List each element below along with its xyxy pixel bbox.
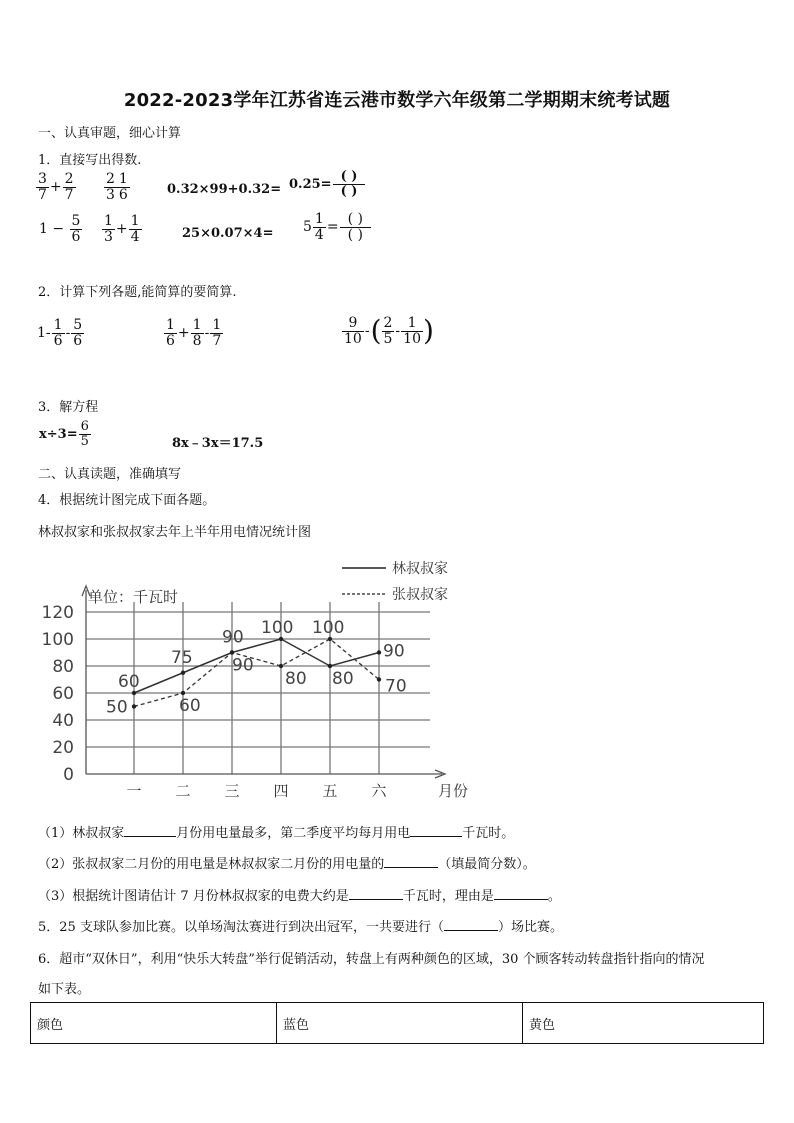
- table-cell-color: 颜色: [31, 1003, 277, 1044]
- x-tick-label: 二: [175, 782, 191, 800]
- answer-blank[interactable]: [384, 867, 438, 868]
- x-axis-label: 月份: [438, 782, 469, 800]
- data-label: 50: [106, 697, 128, 718]
- data-point: [377, 677, 381, 681]
- section-2-heading: 二、认真读题，准确填写: [38, 467, 182, 482]
- q1-expr-6: $\frac{1}{3}$ + $\frac{1}{4}$: [104, 213, 140, 245]
- data-label: 100: [261, 618, 294, 638]
- data-label: 60: [118, 672, 140, 692]
- data-point: [132, 704, 136, 708]
- answer-blank[interactable]: [494, 899, 548, 900]
- data-point: [377, 650, 381, 654]
- y-tick-label: 60: [52, 684, 74, 704]
- data-label: 75: [171, 647, 193, 668]
- y-tick-label: 40: [52, 711, 74, 731]
- x-tick-label: 三: [224, 782, 240, 800]
- y-tick-label: 0: [63, 765, 74, 785]
- q5: 5．25 支球队参加比赛。以单场淘汰赛进行到决出冠军，一共要进行（ ）场比赛。: [38, 920, 563, 935]
- q2-label: 2．计算下列各题,能简算的要简算.: [38, 285, 237, 300]
- q4-sub-3: （3）根据统计图请估计 7 月份林叔叔家的电费大约是 千瓦时，理由是 。: [38, 889, 561, 904]
- legend-label-lin: 林叔叔家: [392, 561, 448, 577]
- answer-blank[interactable]: [349, 899, 403, 900]
- line-chart: [30, 550, 490, 810]
- chart-legend: [342, 560, 448, 603]
- data-point: [328, 664, 332, 668]
- x-tick-label: 一: [126, 782, 142, 800]
- data-label: 100: [312, 618, 345, 638]
- q6-line-1: 6．超市“双休日”，利用“快乐大转盘”举行促销活动，转盘上有两种颜色的区域，30 个顾客转动转盘指针指向的情况: [38, 952, 705, 967]
- data-label: 80: [285, 669, 307, 689]
- data-point: [181, 691, 185, 695]
- q1-expr-1: $\frac{3}{7}$ + $\frac{2}{7}$: [38, 171, 74, 203]
- q1-expr-7: 25×0.07×4=: [182, 226, 274, 241]
- page-title: 2022-2023学年江苏省连云港市数学六年级第二学期期末统考试题: [123, 90, 671, 111]
- data-point: [181, 671, 185, 675]
- q6-line-2: 如下表。: [38, 982, 91, 997]
- q1-expr-4: 0.25= $\frac{( )}{( )}$: [288, 170, 365, 198]
- section-1-heading: 一、认真审题，细心计算: [38, 126, 182, 141]
- data-label: 90: [222, 627, 244, 648]
- q2-expr-3: $\frac{9}{10}$ -( $\frac{2}{5}$ - $\frac{1}{10}$ ): [344, 314, 434, 348]
- q1-expr-2: $\frac{2}{3}$ $\frac{1}{6}$: [106, 171, 128, 203]
- q3-expr-1: x÷3= $\frac{6}{5}$: [39, 419, 89, 449]
- data-label: 80: [332, 669, 354, 689]
- q1-expr-3: 0.32×99+0.32=: [167, 182, 282, 197]
- x-tick-label: 五: [322, 782, 338, 800]
- x-tick-label: 四: [273, 782, 289, 800]
- q3-label: 3．解方程: [38, 400, 99, 415]
- answer-blank[interactable]: [410, 836, 462, 837]
- data-label: 70: [385, 676, 407, 697]
- y-tick-label: 100: [41, 630, 74, 650]
- table-cell-yellow: 黄色: [523, 1003, 764, 1044]
- legend-label-zhang: 张叔叔家: [392, 587, 448, 603]
- y-tick-label: 120: [41, 603, 74, 623]
- q1-expr-5: 1 − $\frac{5}{6}$: [39, 213, 81, 245]
- table-row: [31, 1003, 764, 1044]
- chart-title: 林叔叔家和张叔叔家去年上半年用电情况统计图: [38, 525, 312, 540]
- q1-label: 1．直接写出得数.: [38, 153, 142, 168]
- q1-expr-8: 5 $\frac{1}{4}$ = $\frac{( )}{( )}$: [302, 212, 371, 242]
- q2-expr-2: $\frac{1}{6}$ + $\frac{1}{8}$ - $\frac{1}{7}$: [166, 317, 222, 349]
- data-label: 60: [179, 696, 201, 716]
- q2-expr-1: 1- $\frac{1}{6}$ - $\frac{5}{6}$: [37, 317, 83, 349]
- table-cell-blue: 蓝色: [277, 1003, 523, 1044]
- chart-unit-label: 单位：千瓦时: [88, 588, 179, 606]
- q4-sub-1: （1）林叔叔家 月份用电量最多，第二季度平均每月用电 千瓦时。: [38, 826, 515, 841]
- q4-sub-2: （2）张叔叔家二月份的用电量是林叔叔家二月份的用电量的 （填最简分数）。: [38, 857, 536, 872]
- answer-blank[interactable]: [124, 836, 176, 837]
- data-point: [230, 650, 234, 654]
- answer-blank[interactable]: [444, 930, 498, 931]
- data-label: 90: [383, 641, 405, 662]
- color-table: [30, 1002, 764, 1044]
- data-label: 90: [232, 655, 254, 676]
- q3-expr-2: 8x﹣3x＝17.5: [172, 436, 264, 451]
- data-point: [279, 664, 283, 668]
- y-tick-label: 20: [52, 738, 74, 758]
- y-tick-label: 80: [52, 657, 74, 677]
- chart-labels: [42, 603, 407, 800]
- q4-label: 4．根据统计图完成下面各题。: [38, 493, 216, 508]
- x-tick-label: 六: [371, 782, 387, 800]
